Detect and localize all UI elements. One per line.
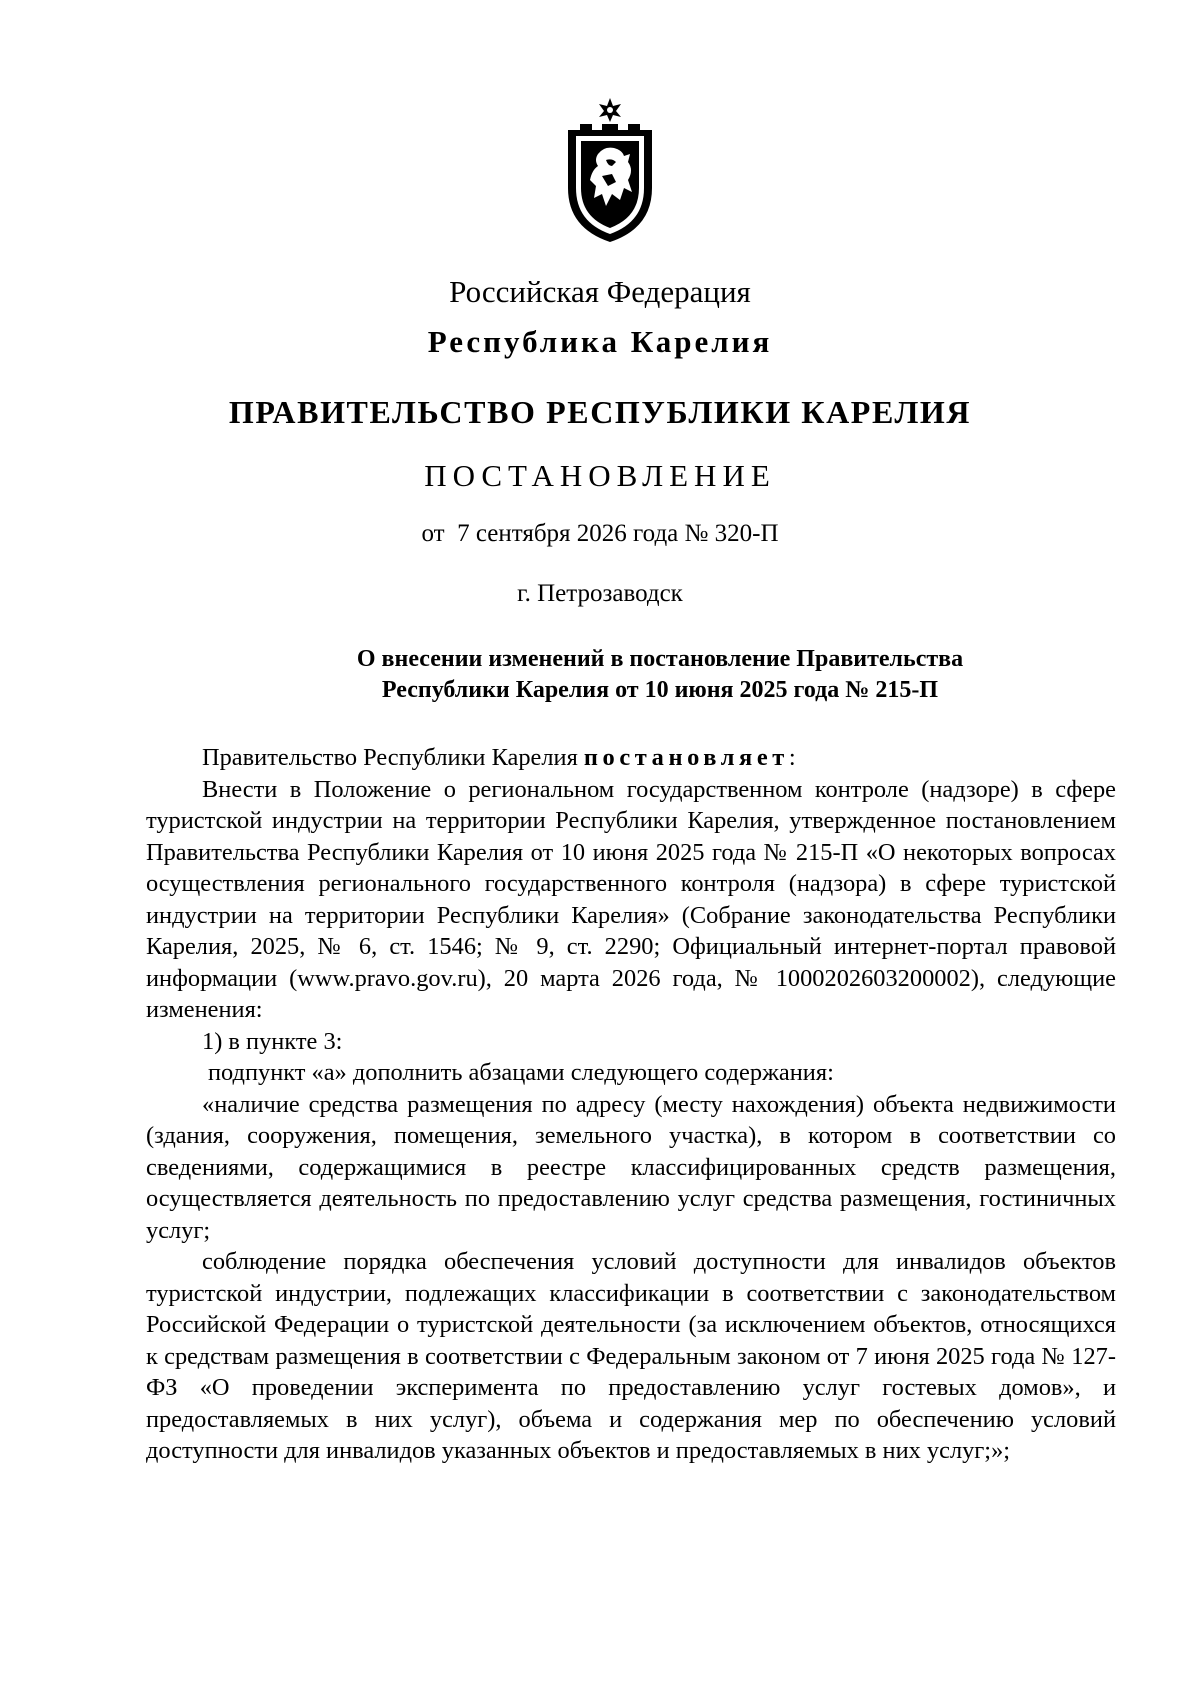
republic-name: Республика Карелия bbox=[427, 324, 773, 359]
title-line-2: Республики Карелия от 10 июня 2025 года № 215-П bbox=[381, 677, 939, 703]
document-title bbox=[300, 644, 1020, 706]
item-1: 1) в пункте 3: bbox=[202, 1027, 343, 1055]
quote-paragraph-1: «наличие средства размещения по адресу (месту нахождения) объекта недвижимости (здания, сооружения, помещения, земельного участка), в котором в соответствии со сведениями, содержащимися в реестре классифицированных средств размещения, осуществляется деятельность по предоставлению услуг средства размещения, гостиничных услуг; bbox=[146, 1090, 1116, 1244]
document-body bbox=[146, 742, 1116, 1467]
title-line-1: О внесении изменений в постановление Правительства bbox=[356, 646, 964, 672]
document-type: ПОСТАНОВЛЕНИЕ bbox=[424, 458, 776, 493]
karelia-coat-of-arms-icon bbox=[562, 96, 658, 244]
subitem-a: подпункт «а» дополнить абзацами следующего содержания: bbox=[208, 1059, 834, 1086]
document-date-number: от 7 сентября 2026 года № 320-П bbox=[421, 520, 779, 547]
intro-keyword: постановляет bbox=[583, 744, 789, 771]
main-paragraph: Внести в Положение о региональном государственном контроле (надзоре) в сфере туристской индустрии на территории Республики Карелия, утвержденное постановлением Правительства Республики Карелия от 10 июня 2025 года № 215-П «О некоторых вопросах осуществления регионального государственного контроля (надзора) в сфере туристской индустрии на территории Республики Карелия» (Собрание законодательства Республики Карелия, 2025, № 6, ст. 1546; № 9, ст. 2290; Официальный интернет-портал правовой информации (www.pravo.gov.ru), 20 марта 2026 года, № 1000202603200002), следующие изменения: bbox=[146, 775, 1116, 1023]
intro-prefix: Правительство Республики Карелия bbox=[202, 744, 584, 771]
country-name: Российская Федерация bbox=[449, 274, 751, 309]
intro-suffix: : bbox=[788, 744, 796, 771]
quote-paragraph-2: соблюдение порядка обеспечения условий доступности для инвалидов объектов туристской индустрии, подлежащих классификации в соответствии с законодательством Российской Федерации о туристской деятельности (за исключением объектов, относящихся к средствам размещения в соответствии с Федеральным законом от 7 июня 2025 года № 127-ФЗ «О проведении эксперимента по предоставлению услуг гостевых домов», и предоставляемых в них услуг), объема и содержания мер по обеспечению условий доступности для инвалидов указанных объектов и предоставляемых в них услуг;»; bbox=[146, 1248, 1116, 1464]
intro-paragraph bbox=[146, 742, 1116, 774]
document-city: г. Петрозаводск bbox=[517, 580, 683, 607]
government-name: ПРАВИТЕЛЬСТВО РЕСПУБЛИКИ КАРЕЛИЯ bbox=[228, 394, 972, 430]
